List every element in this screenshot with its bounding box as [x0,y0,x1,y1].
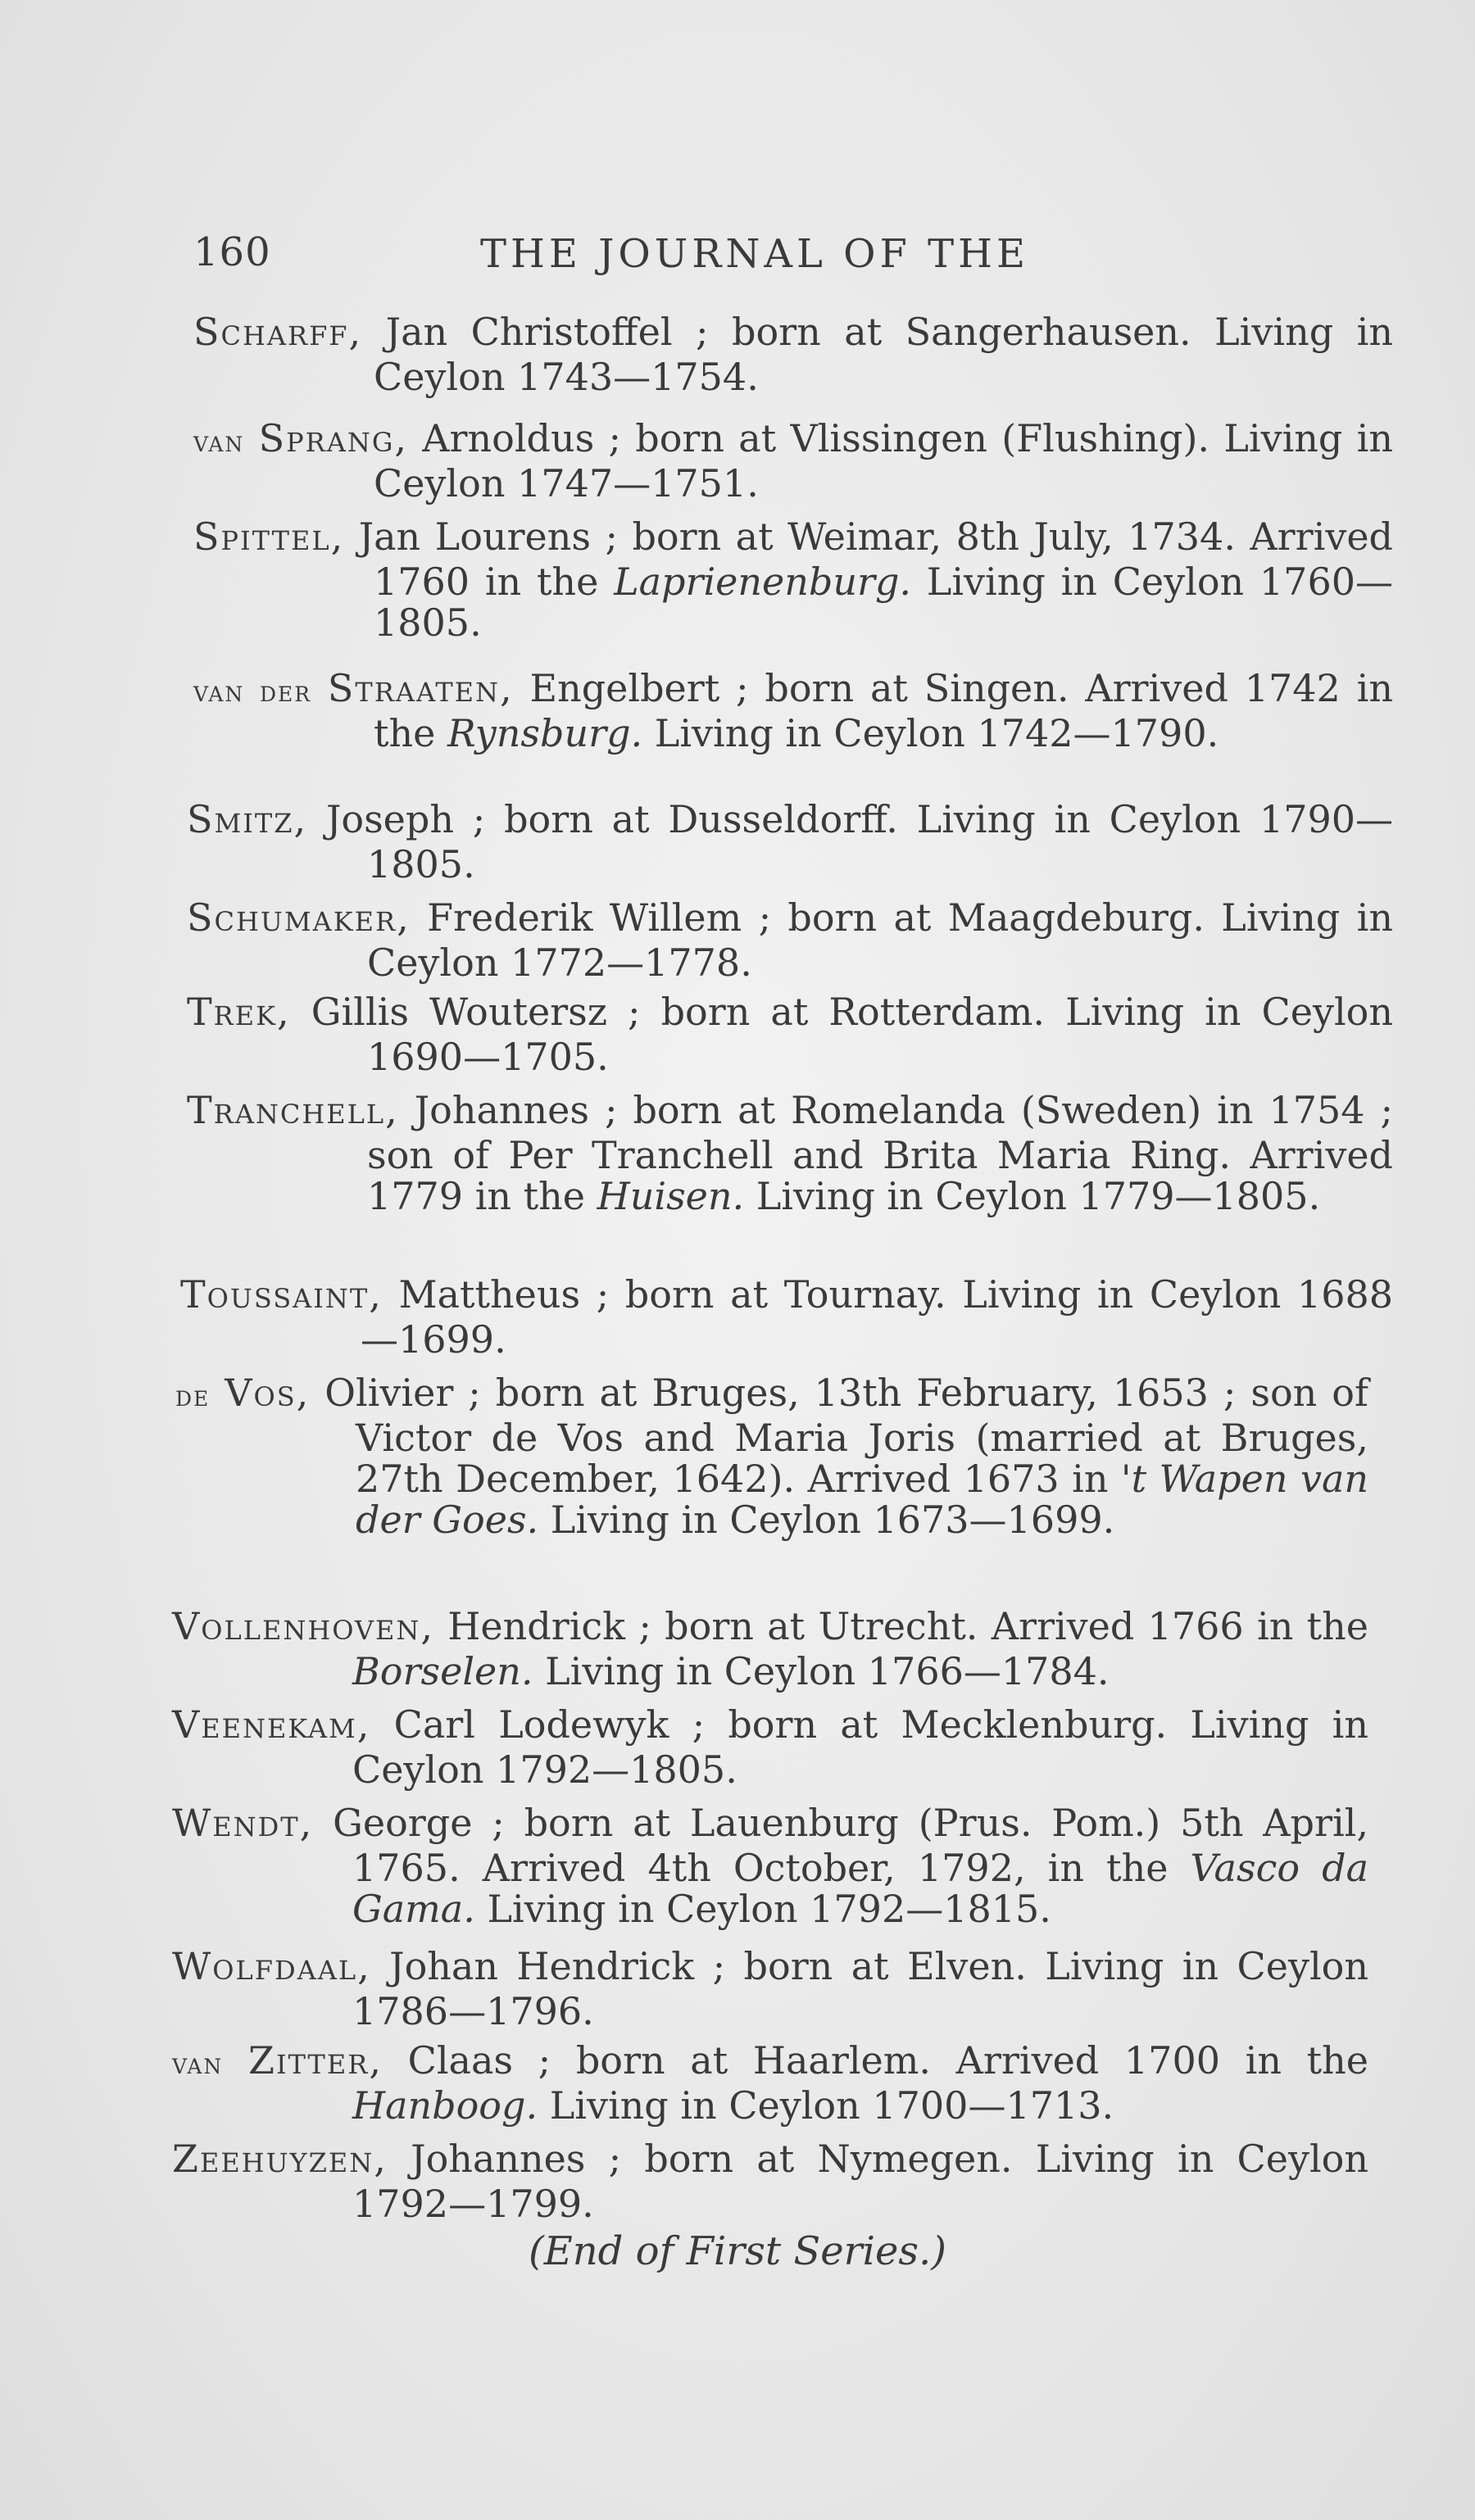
entry-text: Jan Lourens ; born at Weimar, 8th July, 1734. Arrived 1760 in the [344,514,1393,604]
entry-surname: Zitter, [247,2038,383,2083]
entry-text: Johannes ; born at Romelanda (Sweden) in 1754 ; son of Per Tranchell and Brita Maria Ring. Arrived 1779 in the [367,1088,1393,1218]
entry-prefix: van [172,2047,224,2081]
entry-veenekam [172,1702,1368,1792]
entry-ship: 't Wapen van der Goes. [356,1457,1369,1542]
entry-surname: Sprang, [258,416,409,460]
entry-spittel [193,514,1393,645]
entry-surname: Vollenhoven, [172,1604,434,1648]
entry-text: Johan Hendrick ; born at Elven. Living in Ceylon 1786—1796. [352,1944,1368,2033]
entry-tranchell [187,1088,1393,1218]
entry-text: Johannes ; born at Nymegen. Living in Ceylon 1792—1799. [352,2137,1368,2226]
entry-text: Mattheus ; born at Tournay. Living in Ceylon 1688—1699. [361,1272,1393,1362]
entry-text: Jan Christoffel ; born at Sangerhausen. Living in Ceylon 1743—1754. [362,310,1393,399]
entry-wolfdaal [172,1944,1368,2033]
entry-text: Frederik Willem ; born at Maagdeburg. Living in Ceylon 1772—1778. [367,895,1393,985]
entry-surname: Scharff, [193,310,363,354]
entry-surname: Schumaker, [187,895,411,940]
entry-ship: Laprienenburg. [614,560,912,604]
entry-after: Living in Ceylon 1779—1805. [744,1174,1321,1218]
entry-ship: Vasco da Gama. [352,1846,1368,1931]
entry-de-vos [175,1371,1369,1542]
entry-ship: Huisen. [597,1174,745,1218]
entry-text: Claas ; born at Haarlem. Arrived 1700 in the [382,2038,1369,2083]
running-head: THE JOURNAL OF THE [480,231,1029,277]
entry-prefix: de [175,1380,211,1413]
entry-after: Living in Ceylon 1673—1699. [538,1498,1115,1542]
entry-surname: Zeehuyzen, [172,2137,388,2181]
entry-surname: Wendt, [172,1801,314,1845]
entry-after: Living in Ceylon 1700—1713. [538,2083,1114,2128]
entry-surname: Vos, [225,1371,311,1415]
entry-wendt [172,1801,1368,1931]
entry-after: Living in Ceylon 1792—1815. [474,1887,1051,1931]
entry-surname: Toussaint, [180,1272,383,1317]
entry-surname: Trek, [187,990,291,1034]
entry-vollenhoven [172,1604,1368,1693]
end-note: (End of First Series.) [529,2228,946,2274]
entry-prefix: van der [193,675,312,709]
entry-smitz [187,797,1393,886]
entry-schumaker [187,895,1393,985]
entry-text: Engelbert ; born at Singen. Arrived 1742 in the [374,666,1393,755]
entry-prefix: van [193,425,245,459]
entry-text: Arnoldus ; born at Vlissingen (Flushing). Living in Ceylon 1747—1751. [374,416,1393,505]
entry-after: Living in Ceylon 1766—1784. [533,1649,1110,1693]
entry-text: Gillis Woutersz ; born at Rotterdam. Living in Ceylon 1690—1705. [290,990,1393,1079]
entry-text: George ; born at Lauenburg (Prus. Pom.) 5th April, 1765. Arrived 4th October, 1792, in the [313,1801,1368,1890]
entry-surname: Spittel, [193,514,345,559]
entry-toussaint [180,1272,1393,1362]
entry-trek [187,990,1393,1079]
entry-van-zitter [172,2038,1369,2128]
entry-surname: Wolfdaal, [172,1944,371,1988]
page-number: 160 [193,229,271,275]
entry-surname: Veenekam, [172,1702,371,1747]
entry-scharff [193,310,1393,399]
entry-van-der-straaten [193,666,1393,755]
entry-text: Joseph ; born at Dusseldorff. Living in Ceylon 1790—1805. [307,797,1393,886]
page-header [193,229,1111,287]
entry-text: Olivier ; born at Bruges, 13th February, 1653 ; son of Victor de Vos and Maria Joris (married at Bruges, 27th December, 1642). Arrived 1673 in [310,1371,1369,1501]
entry-surname: Smitz, [187,797,308,841]
entry-zeehuyzen [172,2137,1368,2226]
entry-surname: Tranchell, [187,1088,399,1132]
entry-after: Living in Ceylon 1742—1790. [642,711,1219,755]
entry-ship: Rynsburg. [447,711,643,755]
entry-text: Hendrick ; born at Utrecht. Arrived 1766 in the [433,1604,1368,1648]
entry-after: Living in Ceylon 1760—1805. [374,560,1393,645]
entry-text: Carl Lodewyk ; born at Mecklenburg. Living in Ceylon 1792—1805. [352,1702,1368,1792]
entry-van-sprang [193,416,1393,505]
entry-surname: Straaten, [327,666,514,710]
entry-ship: Borselen. [352,1649,533,1693]
entry-ship: Hanboog. [352,2083,538,2128]
